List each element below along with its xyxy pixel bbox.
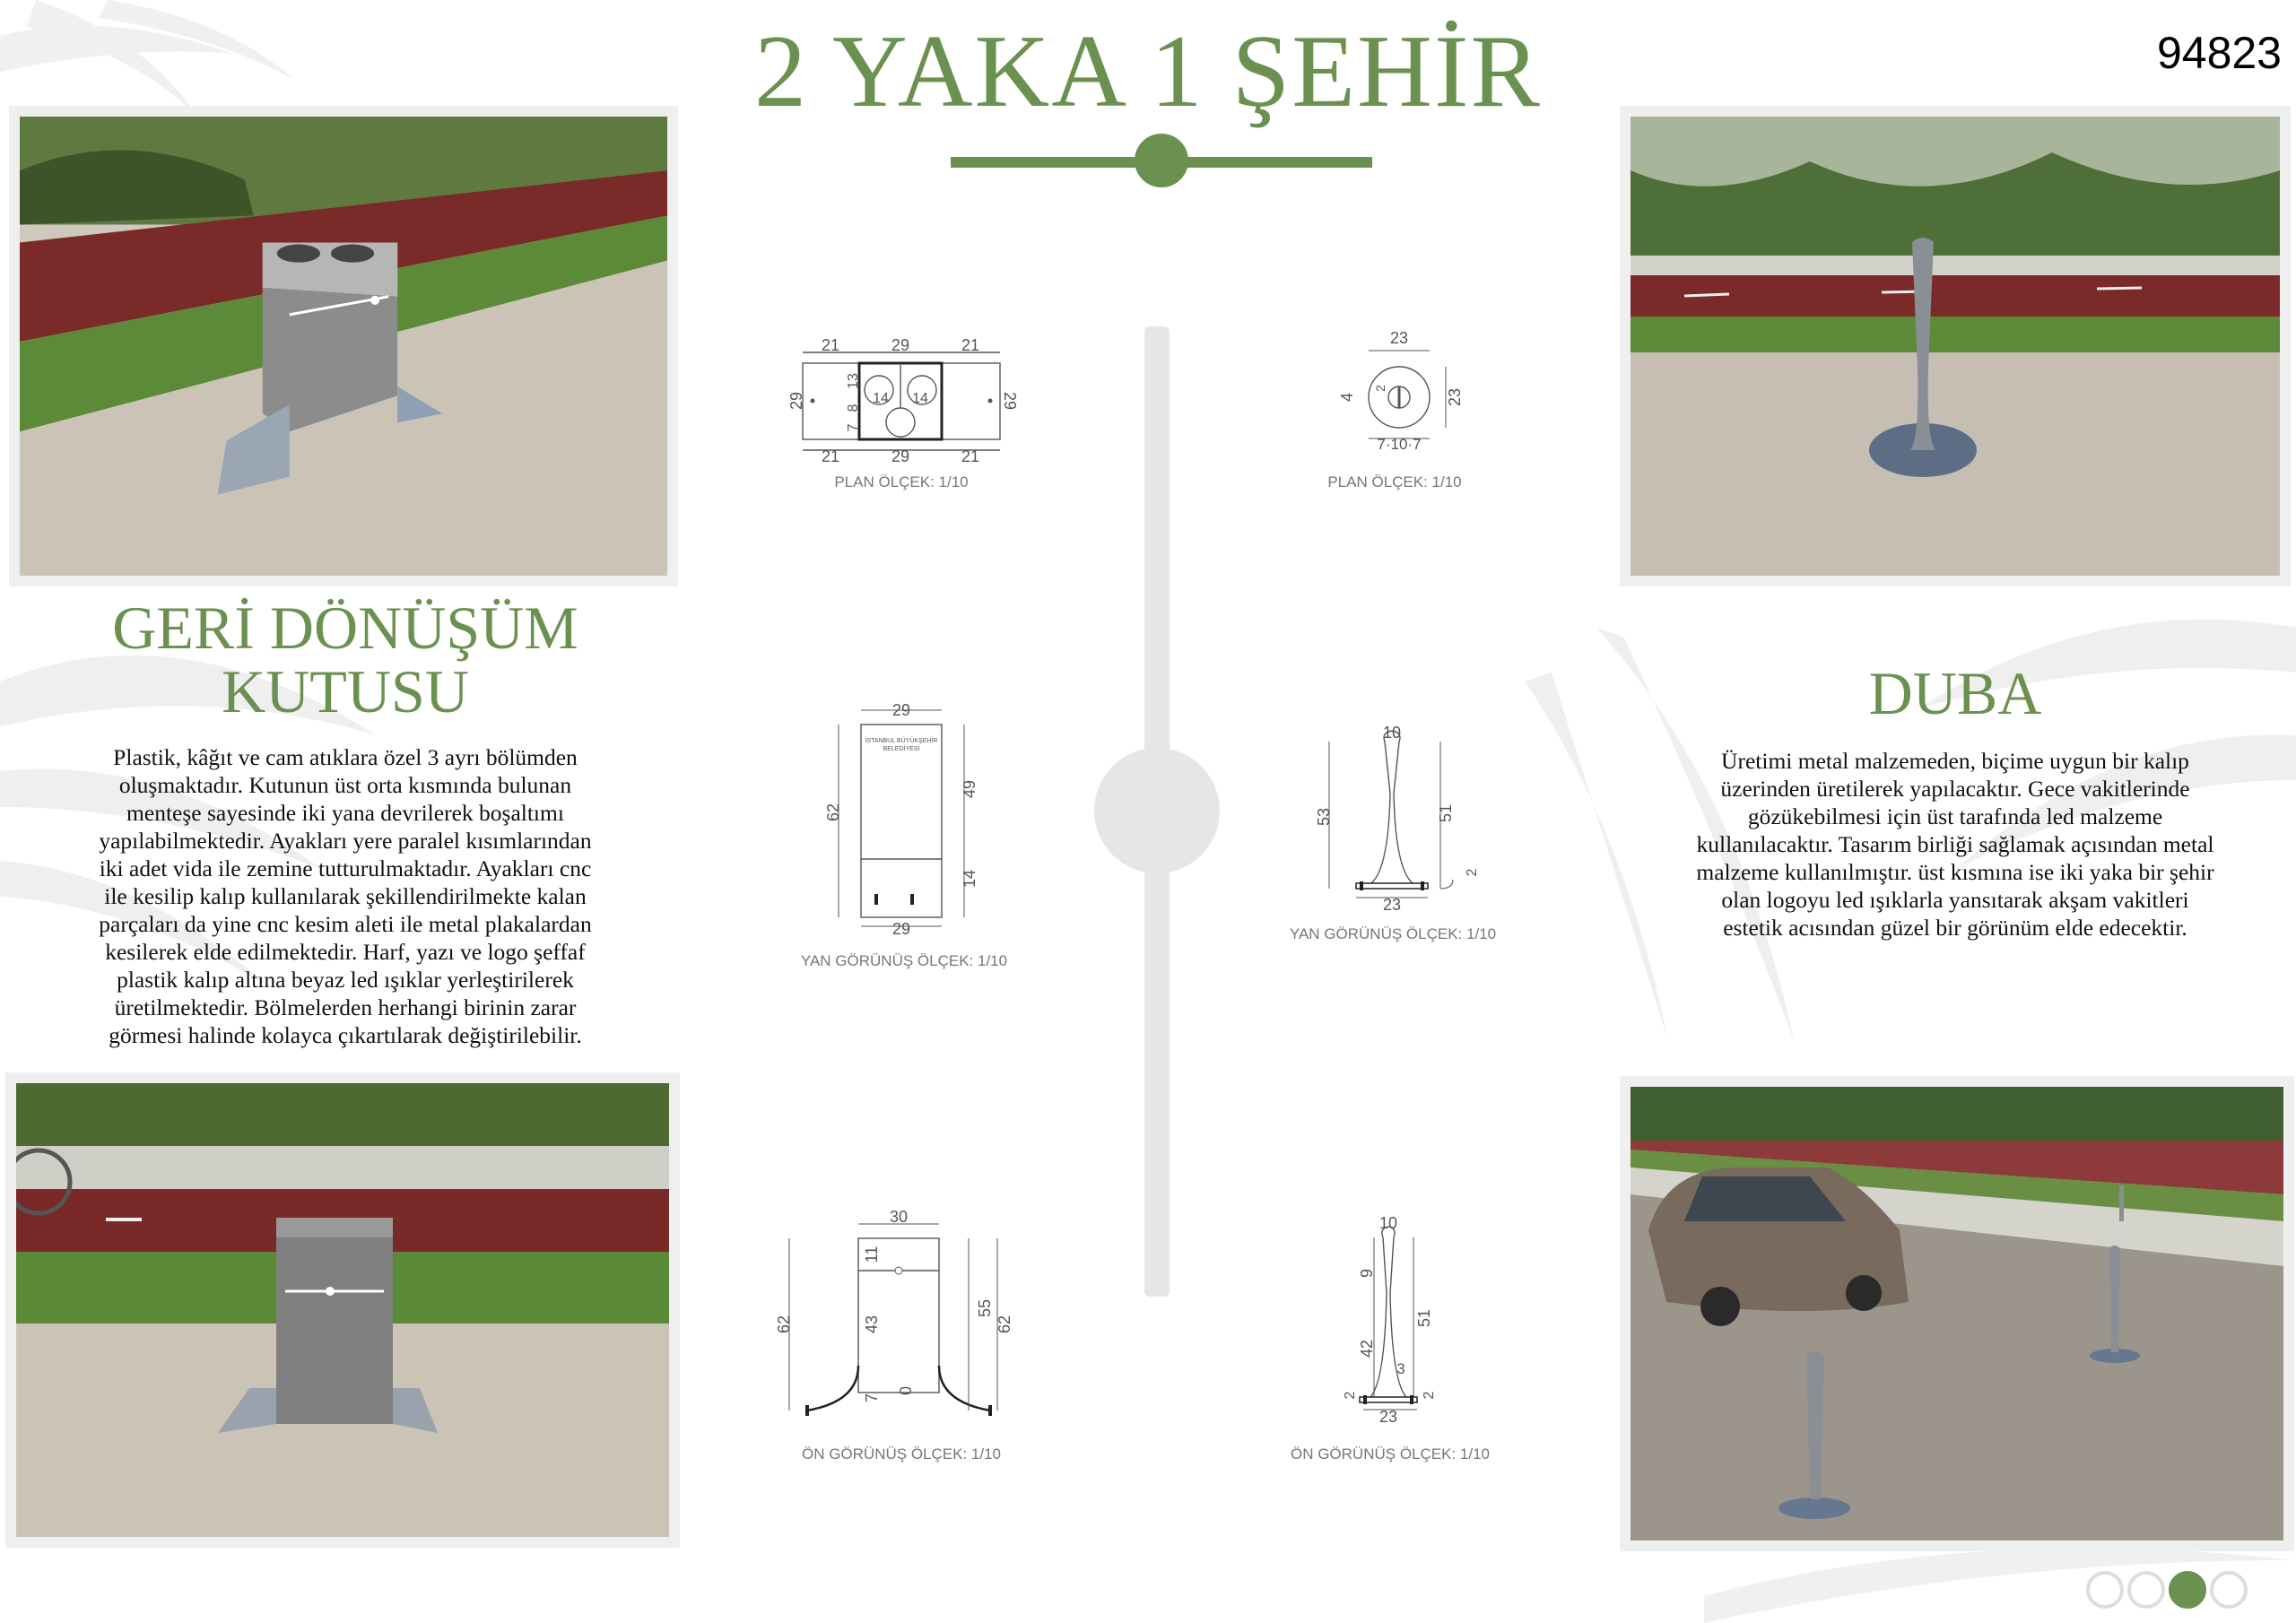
- dim-label: 42: [1358, 1339, 1376, 1358]
- text-line: iki adet vida ile zemine tutturulmaktadır. Ayakları cnc: [99, 855, 592, 881]
- dim-label: 29: [891, 336, 910, 354]
- dim-label: 23: [1382, 896, 1402, 914]
- title-underline-ornament: [951, 131, 1372, 190]
- dim-label: 62: [775, 1315, 793, 1334]
- text-line: oluşmaktadır. Kutunun üst orta kısmında bulunan: [118, 772, 572, 798]
- bollard-side-drawing: [1309, 722, 1489, 915]
- text-line: Üretimi metal malzemeden, biçime uygun bir kalıp: [1721, 748, 2189, 774]
- bollard-car-render: [1620, 1076, 2294, 1551]
- dim-label: 10: [1382, 724, 1402, 742]
- text-line: ile kesilip kalıp kullanılarak şekillendirilmekte kalan: [104, 883, 587, 909]
- dim-label: 3: [1396, 1360, 1405, 1377]
- dim-label: 10: [1378, 1214, 1398, 1232]
- bollard-title: DUBA: [1868, 659, 2042, 727]
- bollard-side-caption: YAN GÖRÜNÜŞ ÖLÇEK: 1/10: [1289, 925, 1497, 942]
- text-line: kullanılacaktır. Tasarım birliği sağlamak açısından metal: [1696, 831, 2214, 857]
- dim-label: 51: [1437, 803, 1455, 823]
- page-dot-1[interactable]: [2086, 1571, 2124, 1609]
- project-code: 94823: [2156, 28, 2282, 78]
- dim-label: 7: [846, 423, 861, 432]
- page-dot-4[interactable]: [2210, 1571, 2248, 1609]
- dim-label: 43: [863, 1315, 881, 1334]
- text-line: Plastik, kâğıt ve cam atıklara özel 3 ayrı bölümden: [113, 744, 578, 770]
- bollard-front-drawing: [1327, 1211, 1462, 1426]
- dim-label: 14: [912, 391, 928, 406]
- recycling-bin-render-2: [5, 1072, 680, 1548]
- text-line: üzerinden üretilerek yapılacaktır. Gece vakitlerinde: [1720, 776, 2190, 802]
- dim-label: 23: [1389, 329, 1409, 347]
- text-line: gözükebilmesi için üst tarafında led malzeme: [1747, 803, 2163, 829]
- dim-label: 29: [891, 920, 911, 937]
- dim-label: 29: [1001, 391, 1019, 411]
- dim-label: 21: [961, 447, 980, 465]
- dim-label: 2: [1373, 385, 1387, 392]
- dim-label: 51: [1415, 1308, 1433, 1328]
- bin-label-line1: İSTANBUL BÜYÜKŞEHİR: [865, 738, 938, 744]
- bin-plan-drawing: [780, 336, 1022, 466]
- page-title: 2 YAKA 1 ŞEHİR: [754, 14, 1542, 129]
- dim-label: 13: [846, 373, 861, 389]
- dim-label: 14: [961, 869, 978, 889]
- page-dot-2[interactable]: [2127, 1571, 2165, 1609]
- recycling-bin-description: [9, 743, 682, 1049]
- recycling-bin-title: [0, 596, 691, 725]
- text-line: kesilerek elde edilmektedir. Harf, yazı ve logo şeffaf: [105, 939, 586, 965]
- dim-label: 7: [863, 1393, 881, 1403]
- dim-label: 29: [787, 391, 805, 411]
- dim-label: 21: [821, 336, 840, 354]
- dim-label: 29: [891, 447, 910, 465]
- bollard-render-1: [1620, 106, 2291, 586]
- dim-label: 21: [961, 336, 980, 354]
- text-line: menteşe sayesinde iki yana devrilerek boşaltımı: [126, 800, 564, 826]
- page-dot-3-active[interactable]: [2169, 1571, 2206, 1609]
- dim-label: 0: [897, 1385, 915, 1396]
- recycling-bin-render-1: [9, 106, 678, 586]
- recycling-bin-title-line2: KUTUSU: [222, 657, 469, 726]
- text-line: plastik kalıp altına beyaz led ışıklar yerleştirilerek: [117, 967, 574, 993]
- text-line: olan logoyu led ışıklarla yansıtarak akşam vakitleri: [1721, 887, 2189, 913]
- bin-plan-caption: PLAN ÖLÇEK: 1/10: [834, 473, 969, 490]
- dim-label: 62: [824, 803, 842, 822]
- bin-front-drawing: [771, 1206, 1022, 1421]
- bollard-description: [1614, 747, 2296, 942]
- text-line: yapılabilmektedir. Ayakları yere paralel kısımlarından: [99, 828, 592, 854]
- dim-label: 7·10·7: [1377, 436, 1422, 453]
- bollard-plan-drawing: [1327, 327, 1480, 457]
- dim-label: 4: [1338, 392, 1356, 403]
- text-line: parçaları da yine cnc kesim aleti ile metal plakalardan: [99, 911, 592, 937]
- dim-label: 8: [846, 404, 861, 412]
- bin-side-drawing: [812, 699, 991, 937]
- dim-label: 30: [889, 1208, 909, 1226]
- dim-label: 62: [996, 1315, 1013, 1334]
- text-line: malzeme kullanılmıştır. üst kısmına ise iki yaka bir şehir: [1696, 859, 2214, 885]
- text-line: estetik acısından güzel bir görünüm elde edecektir.: [1723, 915, 2187, 941]
- text-line: üretilmektedir. Bölmelerden herhangi birinin zarar: [114, 994, 577, 1020]
- dim-label: 29: [891, 701, 911, 719]
- dim-label: 49: [961, 779, 978, 799]
- dim-label: 11: [863, 1245, 881, 1263]
- dim-label: 21: [821, 447, 840, 465]
- dim-label: 2: [1343, 1391, 1358, 1400]
- dim-label: 2: [1465, 868, 1480, 877]
- dim-label: 55: [976, 1298, 994, 1318]
- dim-label: 9: [1358, 1268, 1376, 1279]
- dim-label: 2: [1422, 1391, 1437, 1400]
- bollard-front-caption: ÖN GÖRÜNÜŞ ÖLÇEK: 1/10: [1290, 1445, 1490, 1462]
- center-divider: [1094, 326, 1220, 1297]
- dim-label: 14: [873, 391, 889, 406]
- bin-side-caption: YAN GÖRÜNÜŞ ÖLÇEK: 1/10: [800, 952, 1008, 969]
- dim-label: 23: [1446, 387, 1464, 407]
- bin-front-caption: ÖN GÖRÜNÜŞ ÖLÇEK: 1/10: [801, 1445, 1001, 1462]
- bollard-plan-caption: PLAN ÖLÇEK: 1/10: [1327, 473, 1462, 490]
- dim-label: 23: [1378, 1408, 1398, 1426]
- bin-label-line2: BELEDİYESİ: [883, 746, 920, 752]
- text-line: görmesi halinde kolayca çıkartılarak değiştirilebilir.: [109, 1022, 582, 1048]
- recycling-bin-title-line1: GERİ DÖNÜŞÜM: [112, 594, 578, 662]
- dim-label: 53: [1315, 807, 1333, 827]
